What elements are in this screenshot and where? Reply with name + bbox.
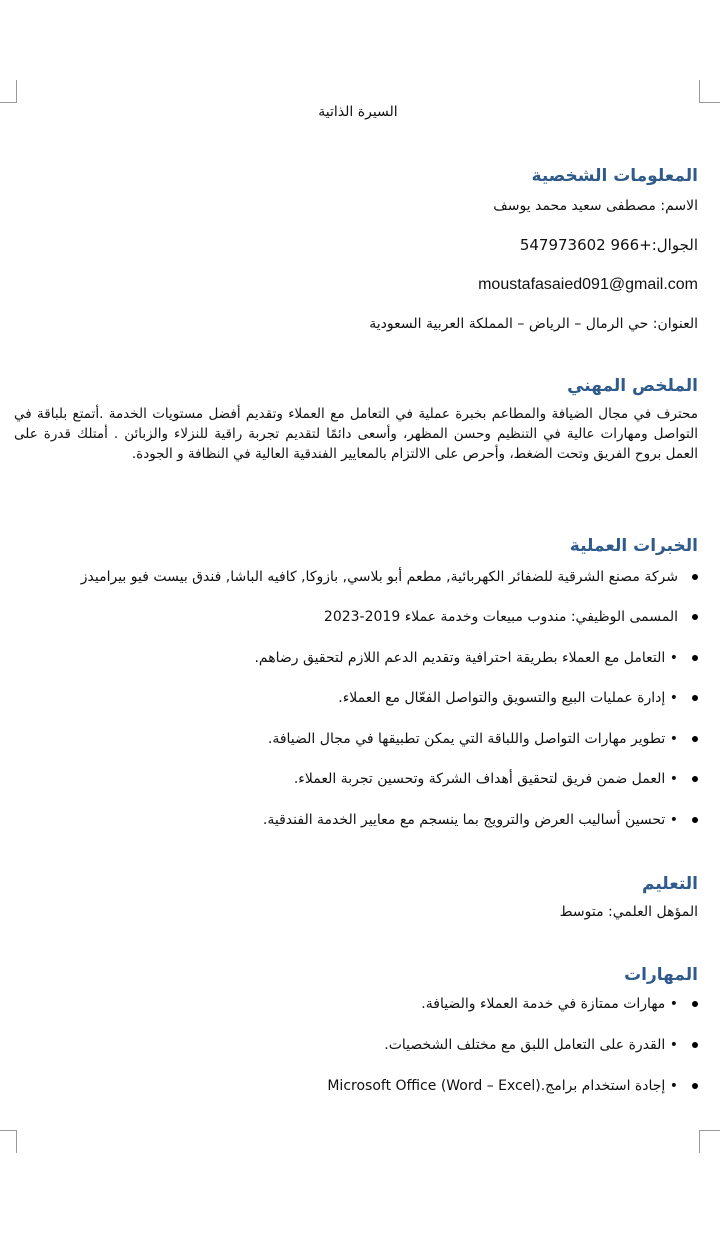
margin-mark-top-left	[0, 80, 17, 103]
bullet-icon	[692, 817, 698, 823]
bullet-icon	[692, 695, 698, 701]
skill-item-text: • إجادة استخدام برامج.(Microsoft Office (Word – Excel	[327, 1078, 678, 1094]
summary-paragraph: محترف في مجال الضيافة والمطاعم بخبرة عملية في التعامل مع العملاء وتقديم أفضل مستويات الخدمة .أتمتع بلباقة في التواصل ومهارات عالية في التنظيم وحسن المظهر، وأسعى دائمًا لتقديم تجربة راقية للنزلاء والزبائن . أمتلك قدرة على العمل بروح الفريق وتحت الضغط، وأحرص على الالتزام بالمعايير الفندقية العالية في النظافة و الجودة.	[14, 406, 698, 462]
experience-item-text: • إدارة عمليات البيع والتسويق والتواصل الفعّال مع العملاء.	[338, 690, 678, 706]
summary-heading: الملخص المهني	[567, 376, 698, 396]
address-line: العنوان: حي الرمال – الرياض – المملكة العربية السعودية	[369, 316, 698, 332]
mobile-line: الجوال:+966 547973602	[519, 236, 698, 254]
skill-item	[421, 996, 698, 1012]
name-line: الاسم: مصطفى سعيد محمد يوسف	[493, 198, 698, 214]
experience-heading: الخبرات العملية	[569, 536, 698, 556]
bullet-icon	[692, 1042, 698, 1048]
skills-heading: المهارات	[624, 965, 698, 985]
experience-item-text: • تطوير مهارات التواصل واللباقة التي يمكن تطبيقها في مجال الضيافة.	[267, 731, 678, 747]
experience-item	[294, 771, 698, 787]
bullet-icon	[692, 614, 698, 620]
skill-item	[327, 1078, 698, 1094]
experience-item-text: • العمل ضمن فريق لتحقيق أهداف الشركة وتحسين تجربة العملاء.	[293, 771, 678, 787]
experience-item	[324, 609, 698, 625]
experience-item	[268, 731, 698, 747]
experience-item-text: شركة مصنع الشرقية للضفائر الكهربائية, مطعم أبو بلاسي, بازوكا, كافيه الباشا, فندق بيست فيو بيراميدز	[80, 569, 678, 585]
bullet-icon	[692, 655, 698, 661]
margin-mark-top-right	[699, 80, 720, 103]
personal-info-heading: المعلومات الشخصية	[531, 166, 698, 186]
education-heading: التعليم	[642, 874, 698, 894]
experience-item-text: المسمى الوظيفي: مندوب مبيعات وخدمة عملاء 2019-2023	[323, 609, 678, 625]
qualification-line: المؤهل العلمي: متوسط	[559, 904, 698, 920]
bullet-icon	[692, 574, 698, 580]
experience-item	[81, 569, 698, 585]
email-line[interactable]: moustafasaied091@gmail.com	[478, 276, 698, 293]
experience-item	[263, 812, 698, 828]
bullet-icon	[692, 1083, 698, 1089]
margin-mark-bottom-left	[0, 1130, 17, 1153]
bullet-icon	[692, 776, 698, 782]
bullet-icon	[692, 736, 698, 742]
skill-item-text: • مهارات ممتازة في خدمة العملاء والضيافة.	[421, 996, 678, 1012]
margin-mark-bottom-right	[699, 1130, 720, 1153]
bullet-icon	[692, 1001, 698, 1007]
document-title: السيرة الذاتية	[318, 104, 398, 120]
experience-item	[254, 650, 698, 666]
experience-item	[338, 690, 698, 706]
skill-item-text: • القدرة على التعامل اللبق مع مختلف الشخصيات.	[384, 1037, 678, 1053]
experience-item-text: • التعامل مع العملاء بطريقة احترافية وتقديم الدعم اللازم لتحقيق رضاهم.	[254, 650, 678, 666]
skill-item	[384, 1037, 698, 1053]
experience-item-text: • تحسين أساليب العرض والترويج بما ينسجم مع معايير الخدمة الفندقية.	[262, 812, 678, 828]
